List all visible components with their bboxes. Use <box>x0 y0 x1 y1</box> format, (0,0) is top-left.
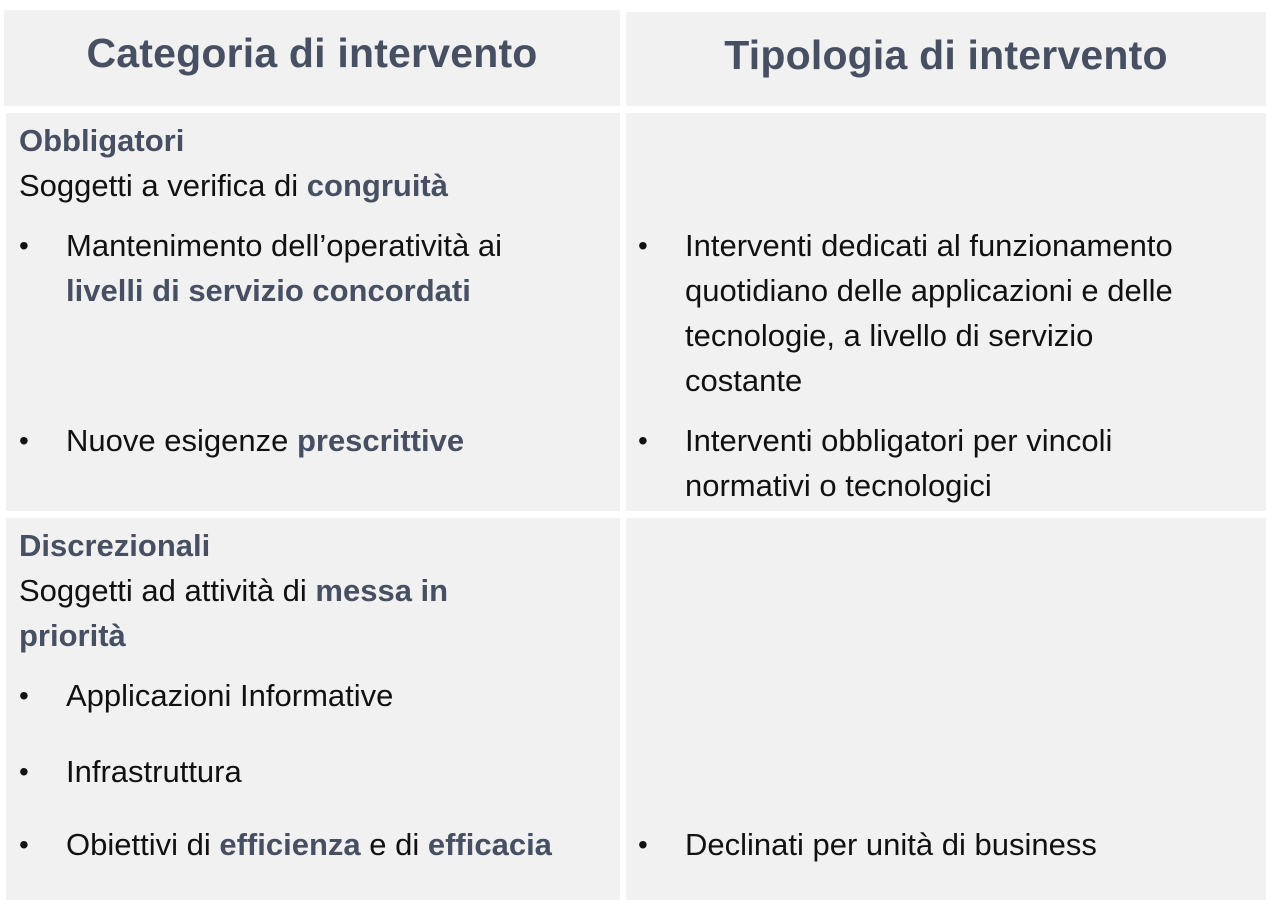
list-item-text: e di <box>360 827 428 862</box>
bullet-icon: • <box>19 230 29 261</box>
section-obbligatori-left-cell <box>6 113 620 511</box>
section-subtitle-obbligatori <box>19 163 448 208</box>
list-item-line: quotidiano delle applicazioni e delle <box>685 273 1173 308</box>
bullet-icon: • <box>19 680 29 711</box>
subtitle-text: Soggetti a verifica di <box>19 168 307 203</box>
bullet-icon: • <box>638 425 648 456</box>
bullet-icon: • <box>638 829 648 860</box>
header-cell-type <box>626 12 1266 106</box>
list-item-highlight: efficacia <box>427 827 552 862</box>
subtitle-highlight: messa in <box>315 573 449 608</box>
list-item-line: Interventi obbligatori per vincoli <box>685 423 1113 458</box>
column-header-category: Categoria di intervento <box>86 30 538 76</box>
header-cell-category <box>4 10 620 106</box>
subtitle-highlight: priorità <box>19 618 126 653</box>
list-item-infrastruttura: Infrastruttura <box>66 754 242 789</box>
list-item-nuove-esigenze <box>66 418 464 463</box>
column-header-type: Tipologia di intervento <box>724 32 1168 78</box>
list-item-text: Obiettivi di <box>66 827 220 862</box>
list-item-text: Nuove esigenze <box>66 423 297 458</box>
list-item-line: Interventi dedicati al funzionamento <box>685 228 1173 263</box>
bullet-icon: • <box>19 829 29 860</box>
list-item-obiettivi <box>66 822 552 867</box>
list-item-highlight: efficienza <box>219 827 361 862</box>
bullet-icon: • <box>19 756 29 787</box>
bullet-icon: • <box>638 230 648 261</box>
list-item-line: costante <box>685 363 803 398</box>
section-title-obbligatori: Obbligatori <box>19 123 185 158</box>
list-item-declinati: Declinati per unità di business <box>685 827 1097 862</box>
section-title-discrezionali: Discrezionali <box>19 528 211 563</box>
section-discrezionali-right-cell <box>626 518 1266 900</box>
section-discrezionali-left-cell <box>6 518 620 900</box>
list-item-line: tecnologie, a livello di servizio <box>685 318 1094 353</box>
bullet-icon: • <box>19 425 29 456</box>
list-item-applicazioni: Applicazioni Informative <box>66 678 394 713</box>
list-item-highlight: livelli di servizio concordati <box>66 273 471 308</box>
subtitle-highlight: congruità <box>306 168 448 203</box>
list-item-line: normativi o tecnologici <box>685 468 992 503</box>
subtitle-text: Soggetti ad attività di <box>19 573 316 608</box>
list-item-highlight: prescrittive <box>296 423 465 458</box>
section-subtitle-discrezionali <box>19 568 448 613</box>
list-item-mantenimento <box>66 223 502 268</box>
list-item-text: Mantenimento dell’operatività ai <box>66 228 502 263</box>
section-obbligatori-right-cell <box>626 113 1266 511</box>
